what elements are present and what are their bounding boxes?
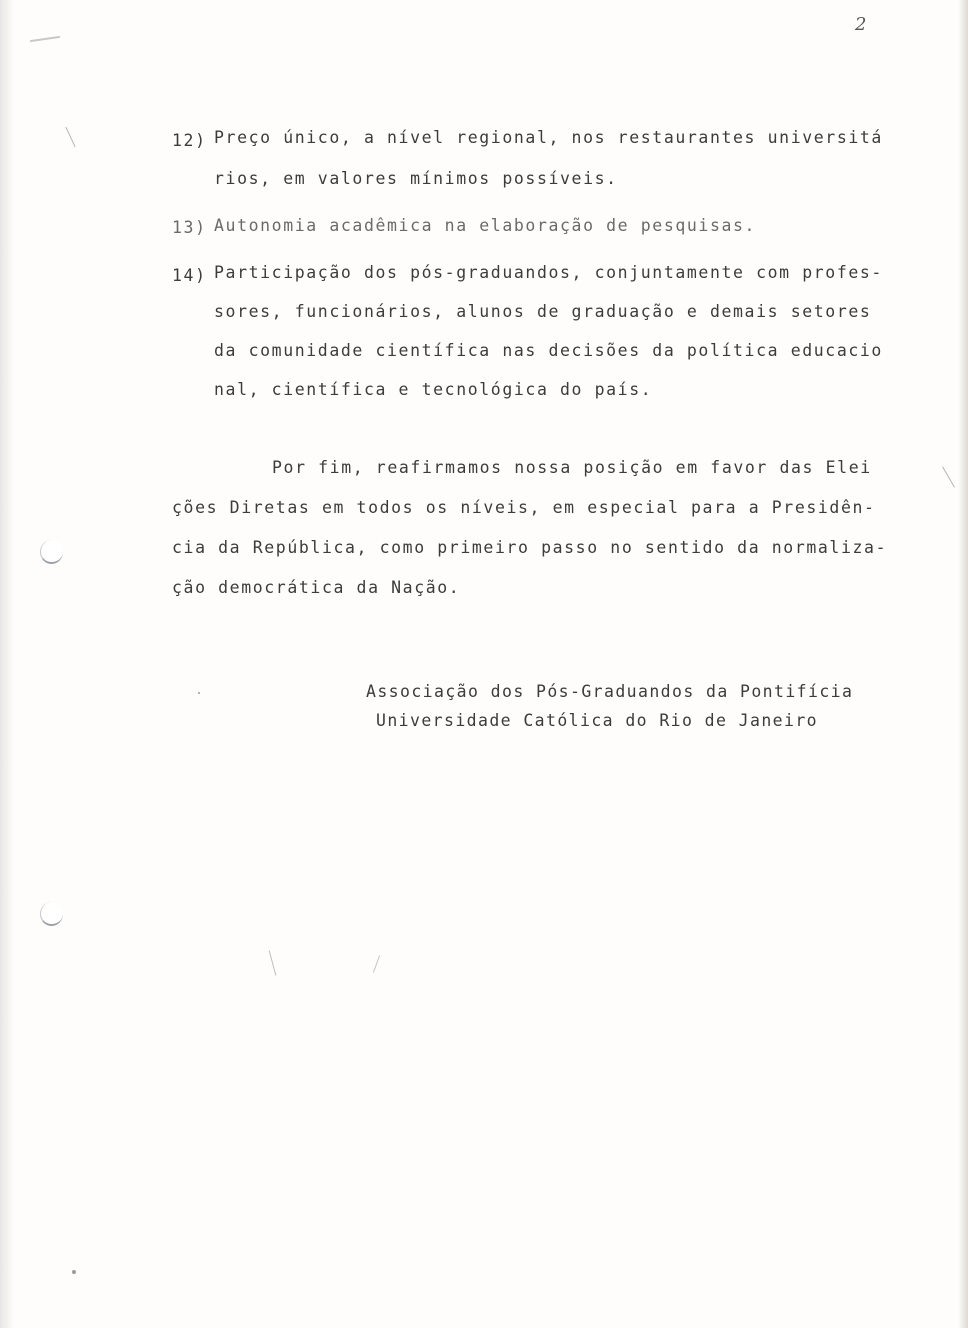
closing-line-2: ções Diretas em todos os níveis, em especial para a Presidên- <box>172 498 876 517</box>
item-14-number: 14) <box>172 266 207 285</box>
item-14-line-1: Participação dos pós-graduandos, conjuntamente com profes- <box>214 263 883 282</box>
page-number: 2 <box>855 14 867 35</box>
item-12-number: 12) <box>172 131 207 150</box>
paper-crease-mark-4 <box>942 466 955 487</box>
ink-dot <box>72 1270 76 1274</box>
paper-crease-mark <box>65 127 75 147</box>
closing-line-3: cia da República, como primeiro passo no sentido da normaliza- <box>172 538 888 557</box>
punch-hole-lower <box>40 902 63 926</box>
signature-line-2: Universidade Católica do Rio de Janeiro <box>376 711 819 730</box>
item-14-line-4: nal, científica e tecnológica do país. <box>214 380 653 399</box>
item-12-line-1: Preço único, a nível regional, nos restaurantes universitá <box>214 128 883 147</box>
item-12-line-2: rios, em valores mínimos possíveis. <box>214 169 618 188</box>
ink-dot-small <box>198 692 200 694</box>
item-14-line-2: sores, funcionários, alunos de graduação e demais setores <box>214 302 872 321</box>
punch-hole-upper <box>40 540 63 564</box>
item-13-number: 13) <box>172 218 207 237</box>
item-14-line-3: da comunidade científica nas decisões da política educacio <box>214 341 883 360</box>
paper-wear-mark <box>30 36 60 42</box>
closing-line-1: Por fim, reafirmamos nossa posição em favor das Elei <box>272 458 872 477</box>
paper-crease-mark-2 <box>269 950 277 975</box>
paper-crease-mark-3 <box>373 955 380 972</box>
closing-line-4: ção democrática da Nação. <box>172 578 461 597</box>
item-13-line-1: Autonomia acadêmica na elaboração de pesquisas. <box>214 216 757 235</box>
signature-line-1: Associação dos Pós-Graduandos da Pontifícia <box>366 682 854 701</box>
